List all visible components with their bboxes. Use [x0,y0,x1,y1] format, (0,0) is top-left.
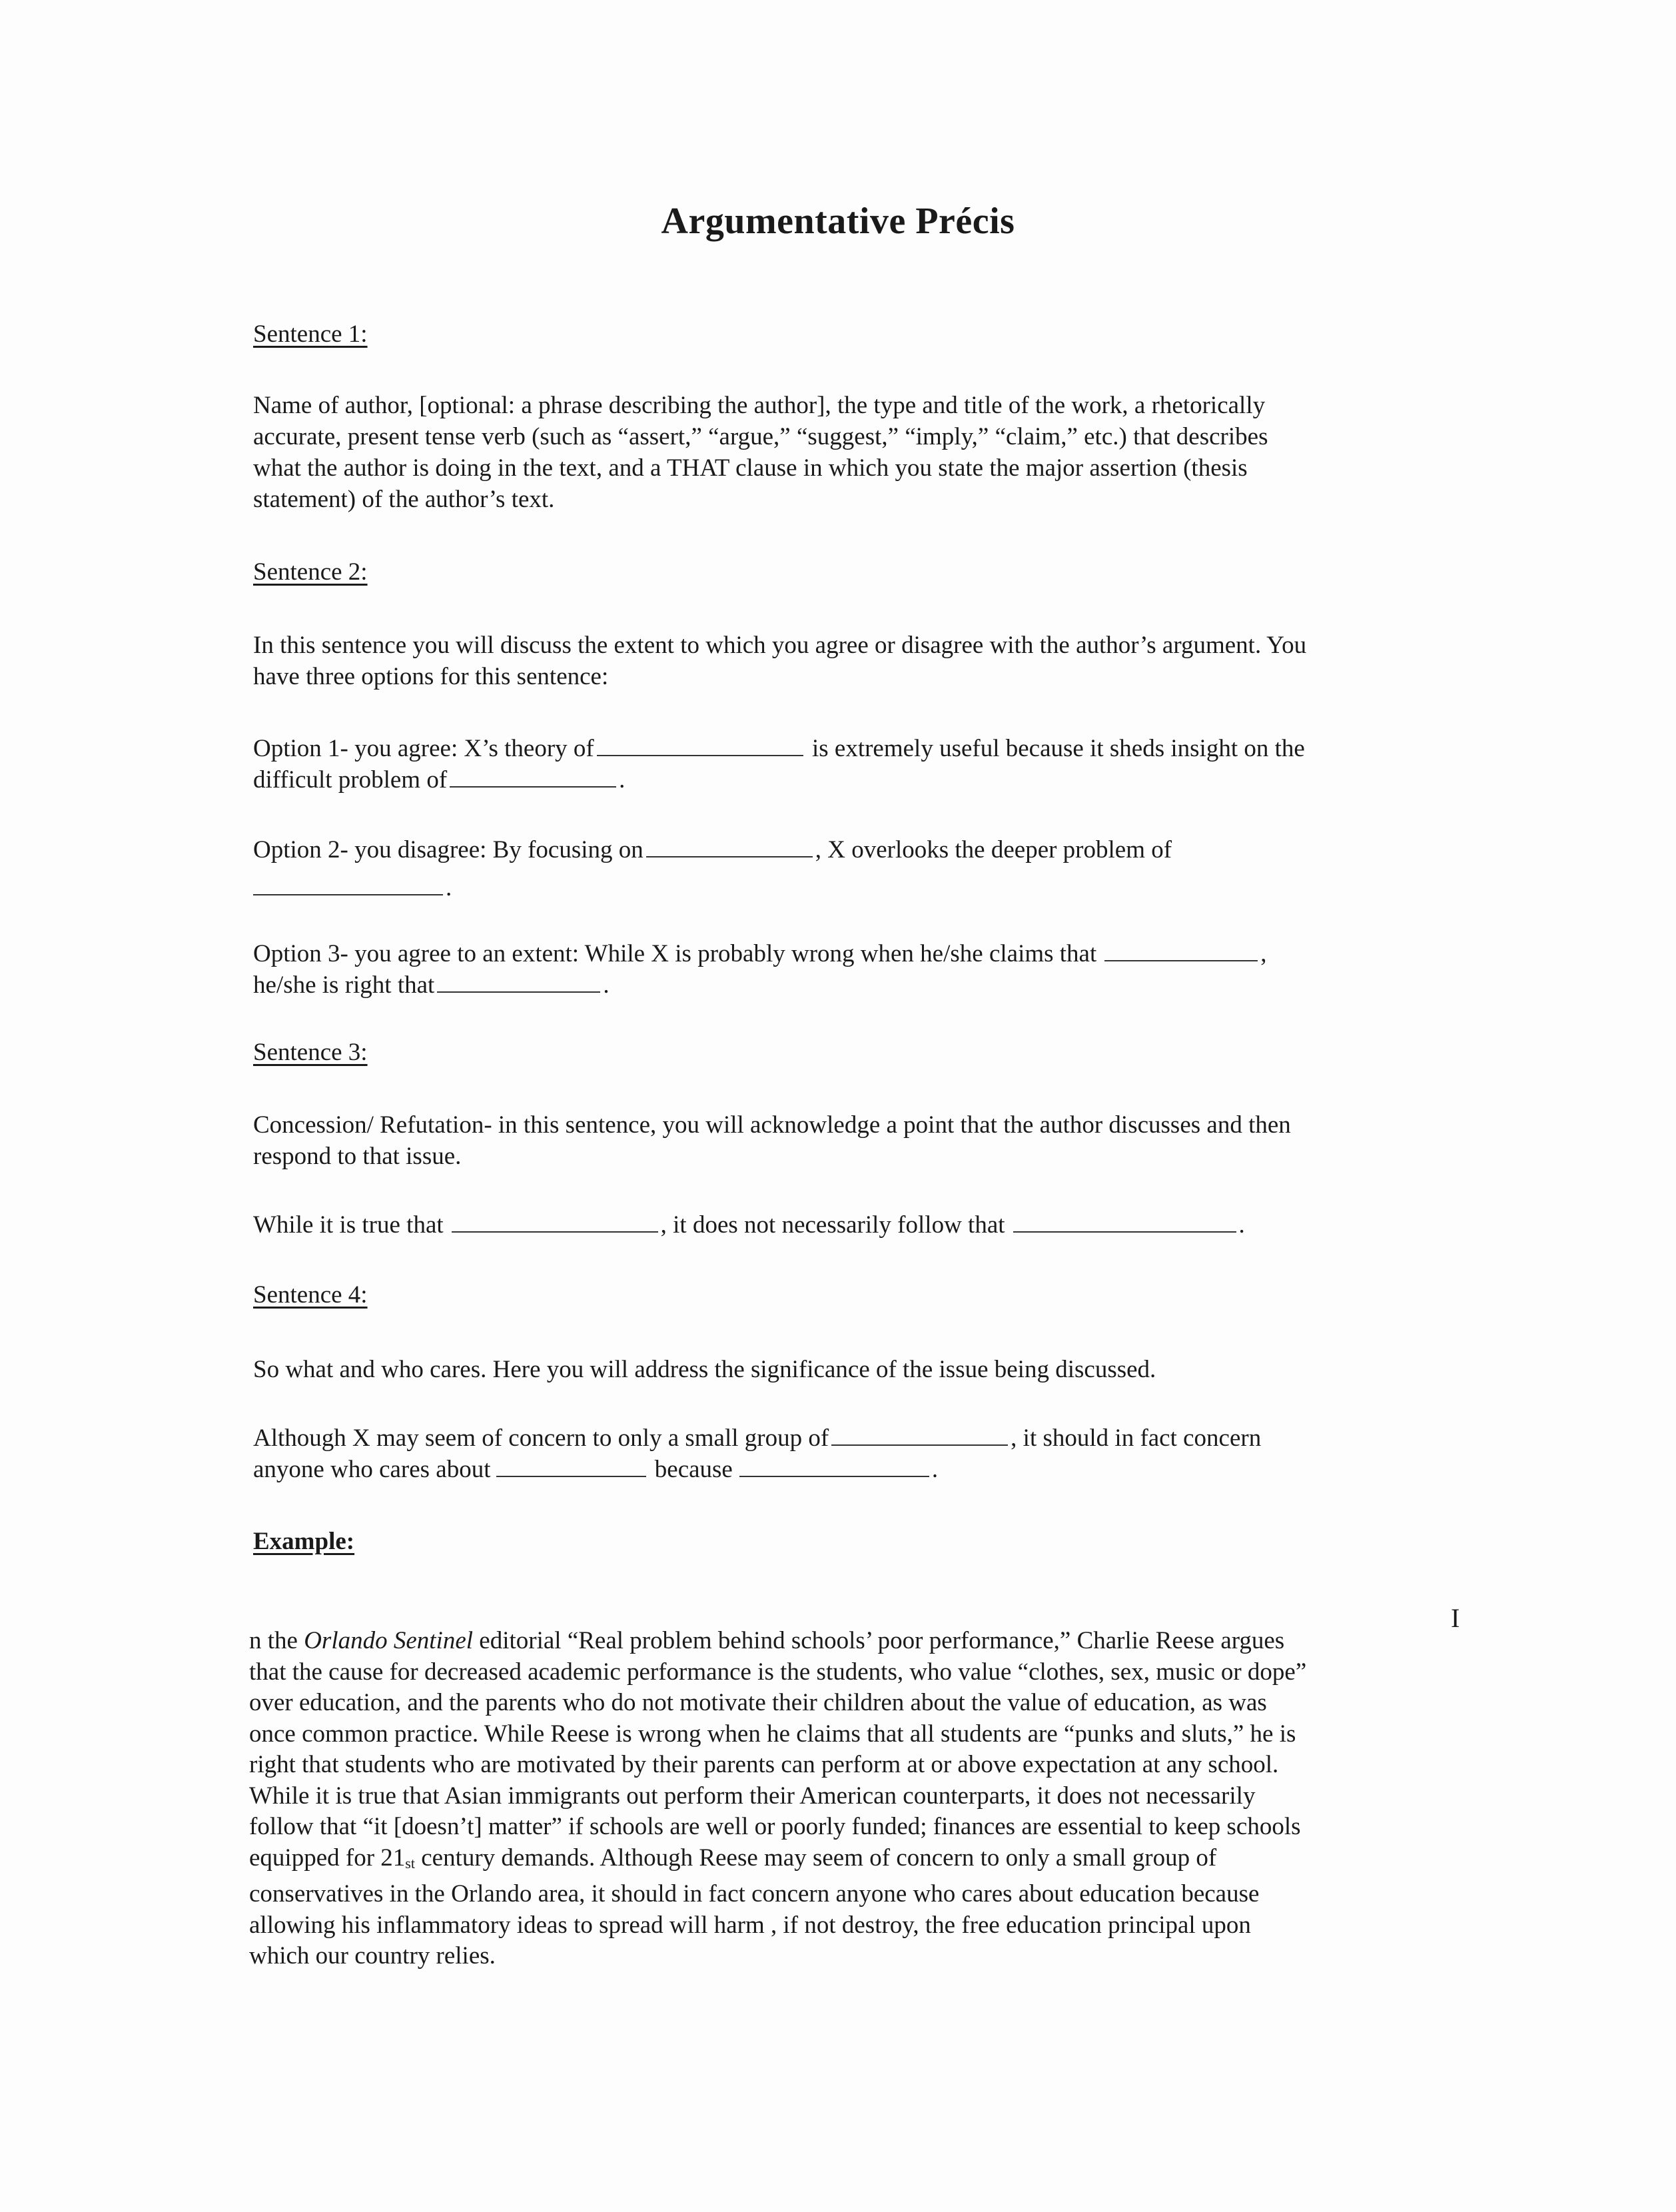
option-3-template [253,938,1452,1001]
option-3-text-b: , [1260,940,1267,967]
publication-name: Orlando Sentinel [304,1627,474,1654]
sentence-4-text-d: because [654,1456,733,1483]
sentence-3-intro [253,1109,1452,1172]
fill-in-blank [831,1424,1008,1446]
text-line: over education, and the parents who do not motivate their children about the value of education, as was [249,1689,1267,1716]
text-span: editorial “Real problem behind schools’ poor performance,” Charlie Reese argues [473,1627,1285,1654]
option-2-template [253,834,1452,903]
sentence-3-template [253,1209,1452,1241]
fill-in-blank [496,1456,646,1477]
text-line: right that students who are motivated by their parents can perform at or above expectation at any school. [249,1751,1279,1778]
text-line: Concession/ Refutation- in this sentence, you will acknowledge a point that the author discusses and then [253,1111,1291,1139]
text-line: conservatives in the Orlando area, it should in fact concern anyone who cares about education because [249,1880,1260,1908]
text-span: century demands. Although Reese may seem of concern to only a small group of [414,1844,1217,1872]
option-3-text-d: . [603,971,610,999]
sentence-2-intro [253,630,1452,692]
sentence-3-text-c: . [1238,1211,1245,1239]
text-line: follow that “it [doesn’t] matter” if schools are well or poorly funded; finances are essential to keep schools [249,1813,1301,1840]
text-span: equipped for 21 [249,1844,406,1872]
text-line: statement) of the author’s text. [253,486,555,513]
page-title: Argumentative Précis [661,201,1015,242]
text-line: once common practice. While Reese is wrong when he claims that all students are “punks and sluts,” he is [249,1720,1296,1748]
ordinal-suffix: st [405,1854,415,1872]
sentence-1-heading: Sentence 1: [253,320,368,348]
sentence-4-text-e: . [931,1456,939,1483]
example-heading: Example: [253,1528,355,1555]
example-paragraph [249,1626,1448,1972]
sentence-4-text-c: anyone who cares about [253,1456,491,1483]
text-span: n the [249,1627,304,1654]
text-line [249,1626,1448,1657]
option-1-text-c: difficult problem of [253,766,448,794]
option-2-text-c: . [446,874,452,901]
option-1-text-d: . [619,766,626,794]
fill-in-blank [450,766,616,788]
fill-in-blank [437,971,600,993]
text-line [249,1843,1448,1880]
option-2-text-b: , X overlooks the deeper problem of [815,836,1172,863]
sentence-4-text-a: Although X may seem of concern to only a small group of [253,1424,829,1452]
text-line: accurate, present tense verb (such as “assert,” “argue,” “suggest,” “imply,” “claim,” etc.) that describes [253,423,1268,450]
text-line: respond to that issue. [253,1143,462,1170]
text-line: While it is true that Asian immigrants out perform their American counterparts, it does not necessarily [249,1782,1256,1810]
text-line: that the cause for decreased academic performance is the students, who value “clothes, sex, music or dope” [249,1658,1307,1686]
text-line: In this sentence you will discuss the extent to which you agree or disagree with the author’s argument. You [253,632,1307,659]
text-line: have three options for this sentence: [253,663,609,690]
fill-in-blank [1104,940,1258,961]
option-1-template [253,733,1452,796]
sentence-3-text-a: While it is true that [253,1211,444,1239]
fill-in-blank [452,1211,658,1233]
text-line: Name of author, [optional: a phrase describing the author], the type and title of the work, a rhetorically [253,392,1266,419]
text-line: which our country relies. [249,1942,496,1969]
sentence-4-template [253,1422,1452,1485]
fill-in-blank [739,1456,929,1477]
sentence-3-heading: Sentence 3: [253,1039,368,1066]
sentence-4-heading: Sentence 4: [253,1281,368,1309]
fill-in-blank [597,735,803,756]
option-3-text-a: Option 3- you agree to an extent: While X is probably wrong when he/she claims that [253,940,1097,967]
example-drop-cap: I [1451,1603,1460,1633]
option-3-text-c: he/she is right that [253,971,435,999]
sentence-4-text-b: , it should in fact concern [1011,1424,1262,1452]
sentence-1-description [253,390,1452,515]
sentence-3-text-b: , it does not necessarily follow that [660,1211,1005,1239]
fill-in-blank [1013,1211,1236,1233]
option-1-text-a: Option 1- you agree: X’s theory of [253,735,594,762]
text-line: what the author is doing in the text, and a THAT clause in which you state the major assertion (thesis [253,454,1248,482]
fill-in-blank [253,874,443,895]
sentence-2-heading: Sentence 2: [253,558,368,586]
option-2-text-a: Option 2- you disagree: By focusing on [253,836,643,863]
text-line: allowing his inflammatory ideas to spread will harm , if not destroy, the free education principal upon [249,1911,1251,1939]
option-1-text-b: is extremely useful because it sheds insight on the [811,735,1305,762]
fill-in-blank [646,836,813,857]
sentence-4-intro: So what and who cares. Here you will address the significance of the issue being discussed. [253,1356,1156,1383]
